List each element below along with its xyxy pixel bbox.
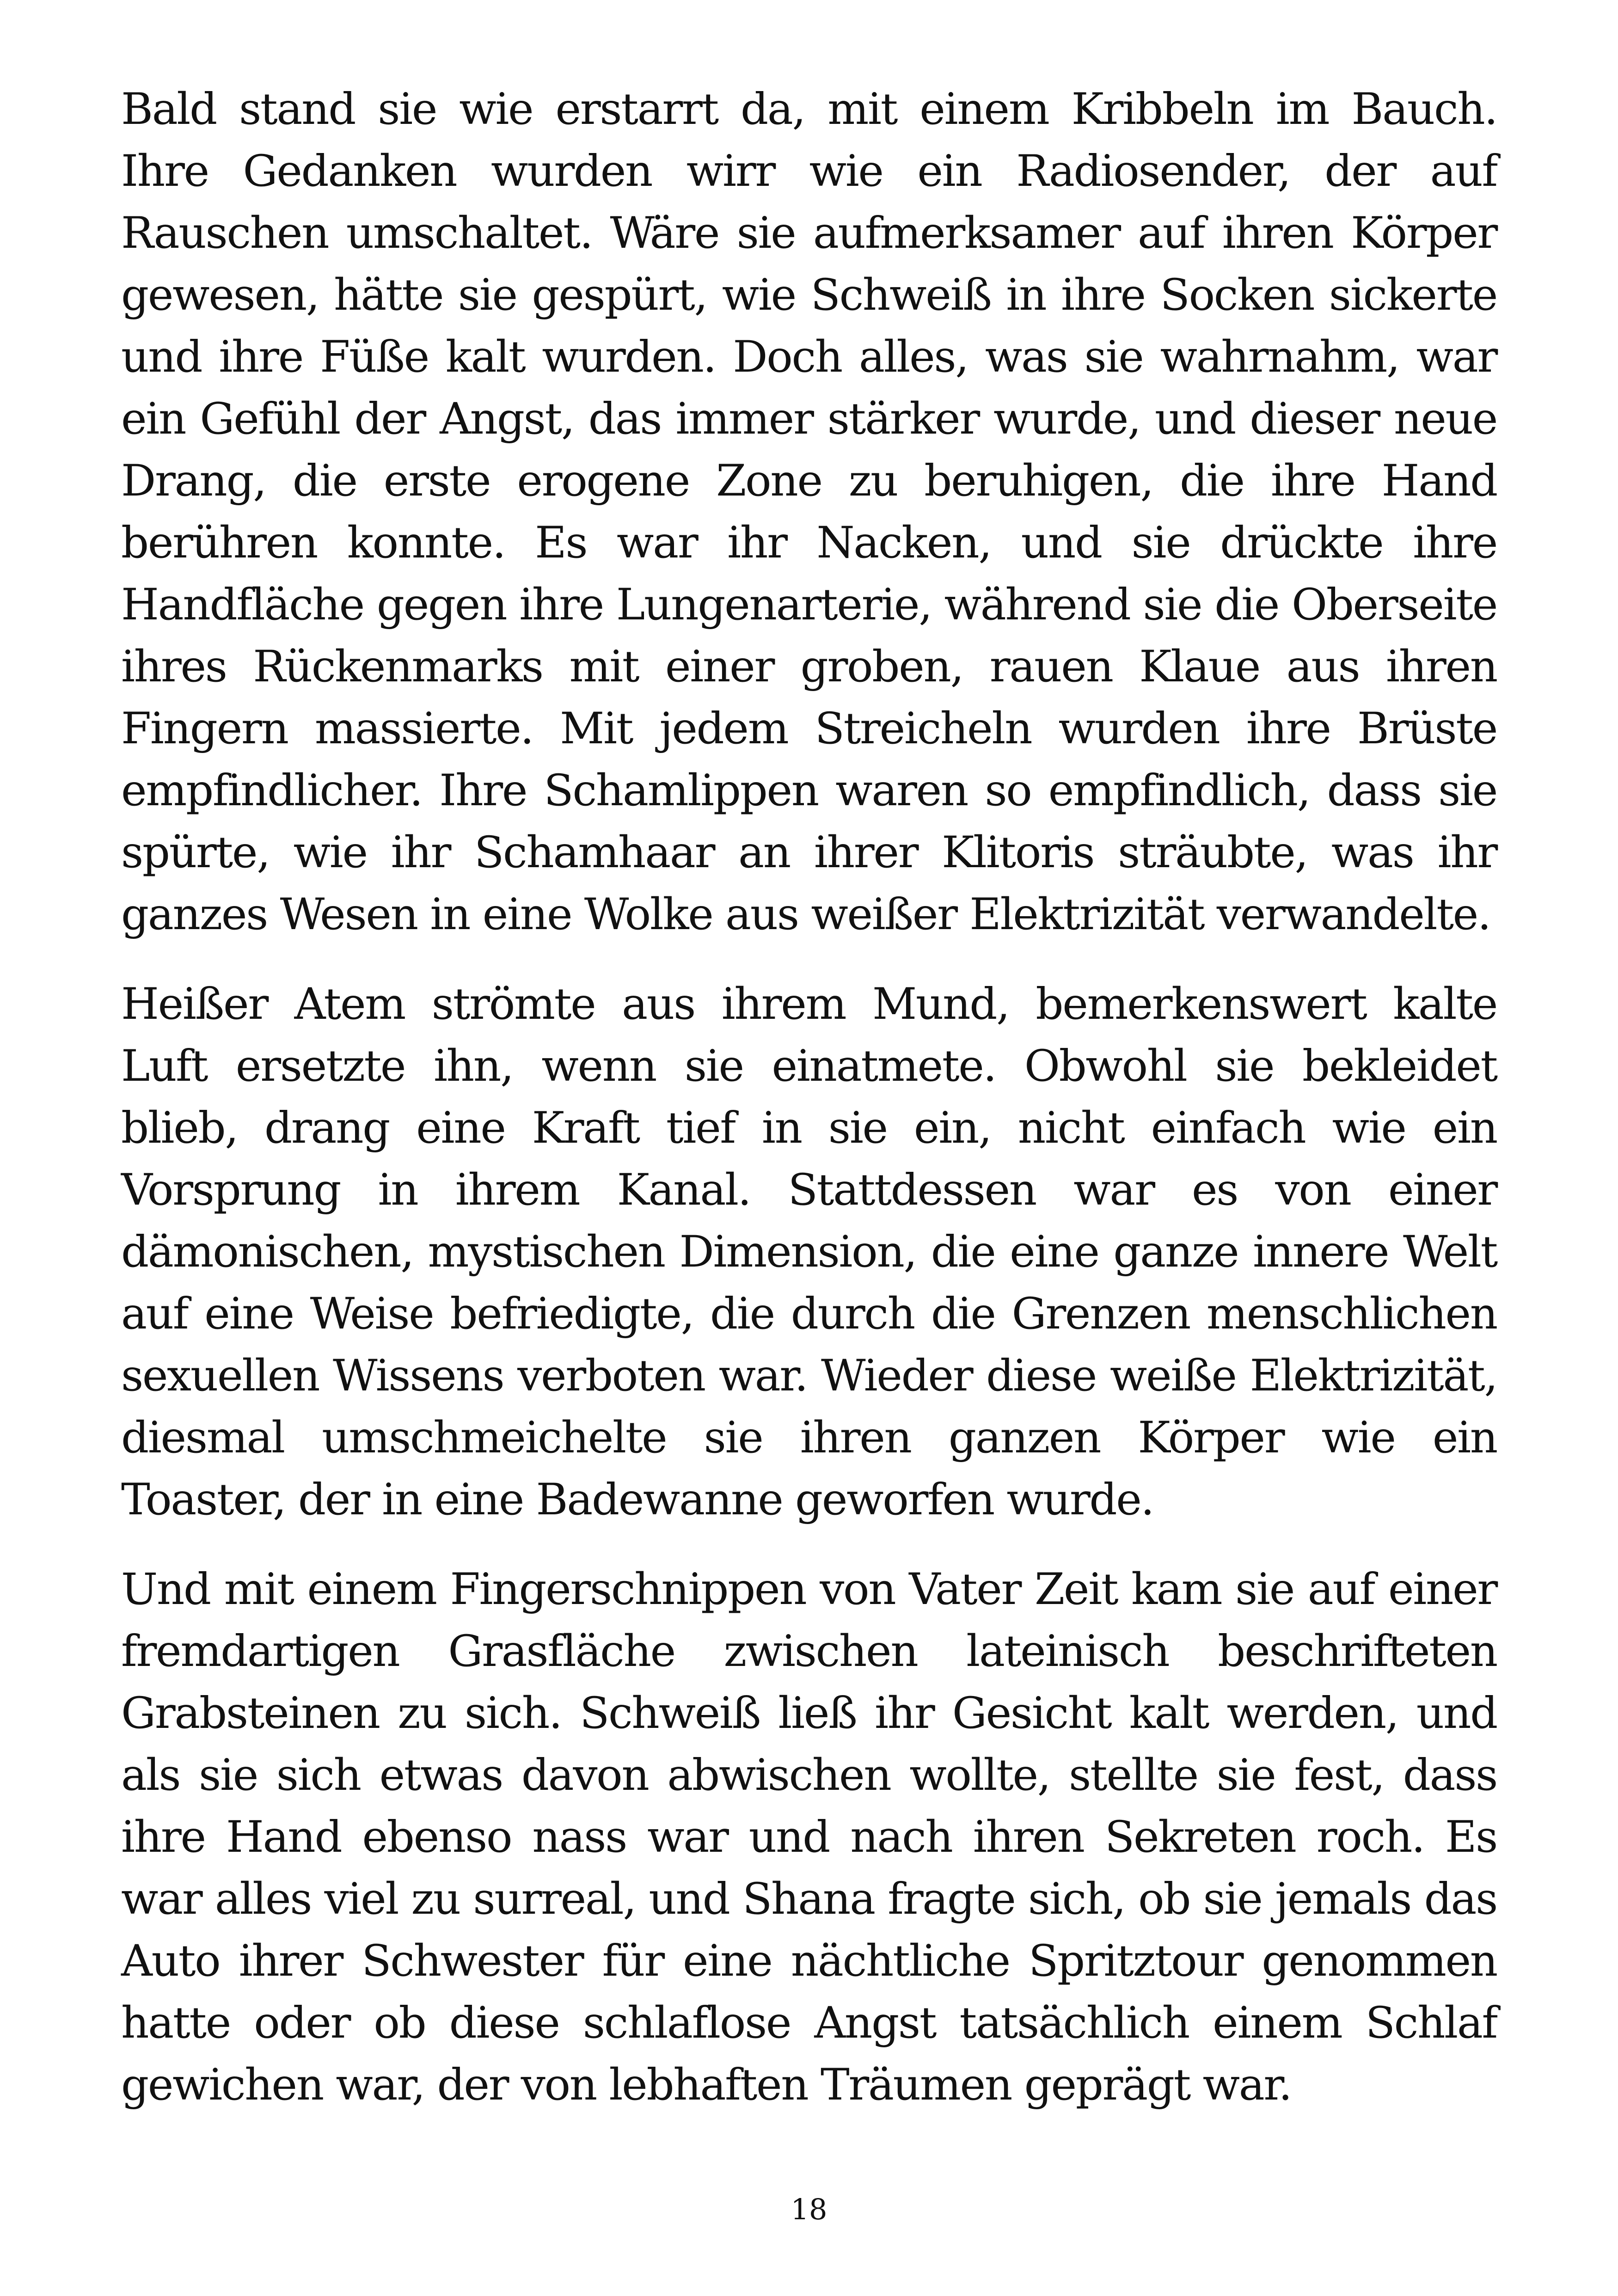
page-body: [121, 79, 1497, 2144]
paragraph-3: Und mit einem Fingerschnippen von Vater Zeit kam sie auf einer fremdartigen Grasfläche zwischen lateinisch beschrifteten Grabsteinen zu sich. Schweiß ließ ihr Gesicht kalt werden, und als sie sich etwas davon abwischen wollte, stellte sie fest, dass ihre Hand ebenso nass war und nach ihren Sekreten roch. Es war alles viel zu surreal, und Shana fragte sich, ob sie jemals das Auto ihrer Schwester für eine nächtliche Spritztour genommen hatte oder ob diese schlaflose Angst tatsächlich einem Schlaf gewichen war, der von lebhaften Träumen geprägt war.: [121, 1564, 1497, 2110]
page-number: 18: [791, 2192, 827, 2226]
paragraph-1: Bald stand sie wie erstarrt da, mit einem Kribbeln im Bauch. Ihre Gedanken wurden wirr wie ein Radiosender, der auf Rauschen umschaltet. Wäre sie aufmerksamer auf ihren Körper gewesen, hätte sie gespürt, wie Schweiß in ihre Socken sickerte und ihre Füße kalt wurden. Doch alles, was sie wahrnahm, war ein Gefühl der Angst, das immer stärker wurde, und dieser neue Drang, die erste erogene Zone zu beruhigen, die ihre Hand berühren konnte. Es war ihr Nacken, und sie drückte ihre Handfläche gegen ihre Lungenarterie, während sie die Oberseite ihres Rückenmarks mit einer groben, rauen Klaue aus ihren Fingern massierte. Mit jedem Streicheln wurden ihre Brüste empfindlicher. Ihre Schamlippen waren so empfindlich, dass sie spürte, wie ihr Schamhaar an ihrer Klitoris sträubte, was ihr ganzes Wesen in eine Wolke aus weißer Elektrizität verwandelte.: [121, 84, 1497, 940]
paragraph-2: Heißer Atem strömte aus ihrem Mund, bemerkenswert kalte Luft ersetzte ihn, wenn sie einatmete. Obwohl sie bekleidet blieb, drang eine Kraft tief in sie ein, nicht einfach wie ein Vorsprung in ihrem Kanal. Stattdessen war es von einer dämonischen, mystischen Dimension, die eine ganze innere Welt auf eine Weise befriedigte, die durch die Grenzen menschlichen sexuellen Wissens verboten war. Wieder diese weiße Elektrizität, diesmal umschmeichelte sie ihren ganzen Körper wie ein Toaster, der in eine Badewanne geworfen wurde.: [121, 979, 1497, 1525]
